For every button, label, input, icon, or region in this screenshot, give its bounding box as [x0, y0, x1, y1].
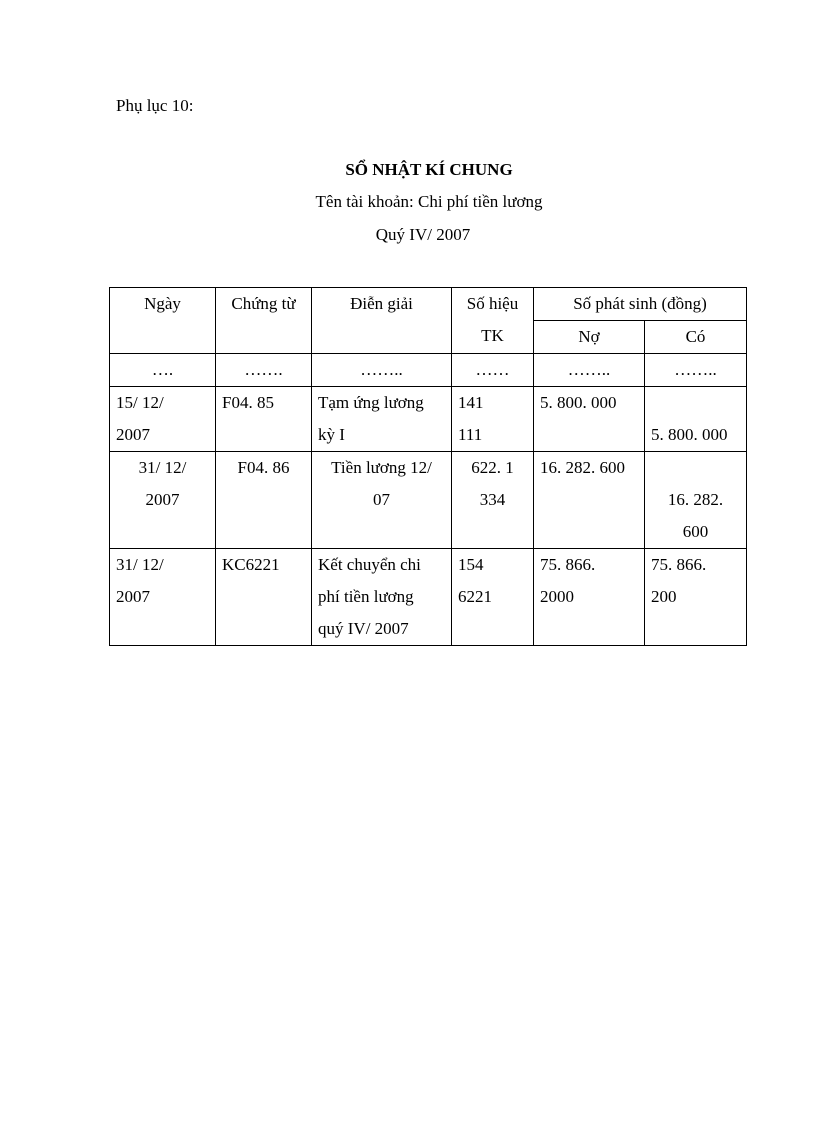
cell-account: 141 111 [452, 387, 534, 452]
cell-account: 622. 1 334 [452, 452, 534, 549]
cell-account: 154 6221 [452, 549, 534, 646]
cell-debit: 16. 282. 600 [534, 452, 645, 549]
cell-credit: 75. 866. 200 [645, 549, 747, 646]
cell-voucher: F04. 85 [216, 387, 312, 452]
placeholder-cell: …….. [534, 354, 645, 387]
cell-description: Tiền lương 12/ 07 [312, 452, 452, 549]
header-description: Điễn giải [312, 288, 452, 354]
placeholder-cell: …….. [312, 354, 452, 387]
cell-date: 31/ 12/ 2007 [110, 452, 216, 549]
account-name-line: Tên tài khoản: Chi phí tiền lương [315, 192, 543, 211]
placeholder-cell: …. [110, 354, 216, 387]
cell-description: Tạm ứng lương kỳ I [312, 387, 452, 452]
journal-table [109, 287, 747, 646]
cell-credit: 16. 282. 600 [645, 452, 747, 549]
cell-date: 31/ 12/ 2007 [110, 549, 216, 646]
header-voucher: Chứng từ [216, 288, 312, 354]
cell-voucher: F04. 86 [216, 452, 312, 549]
cell-voucher: KC6221 [216, 549, 312, 646]
table-row [110, 549, 747, 646]
cell-debit: 5. 800. 000 [534, 387, 645, 452]
header-amount-group: Số phát sinh (đồng) [534, 288, 747, 321]
header-credit: Có [645, 321, 747, 354]
cell-credit: 5. 800. 000 [645, 387, 747, 452]
header-account-no: Số hiệu TK [452, 288, 534, 354]
page-title: SỔ NHẬT KÍ CHUNG [345, 160, 513, 179]
cell-description: Kết chuyển chi phí tiền lương quý IV/ 2007 [312, 549, 452, 646]
table-row [110, 452, 747, 549]
table-header-row [110, 288, 747, 321]
table-row [110, 387, 747, 452]
cell-date: 15/ 12/ 2007 [110, 387, 216, 452]
appendix-label: Phụ lục 10: [116, 96, 194, 115]
placeholder-cell: ……. [216, 354, 312, 387]
header-date: Ngày [110, 288, 216, 354]
placeholder-cell: …… [452, 354, 534, 387]
placeholder-cell: …….. [645, 354, 747, 387]
placeholder-row [110, 354, 747, 387]
period-line: Quý IV/ 2007 [375, 225, 471, 244]
cell-debit: 75. 866. 2000 [534, 549, 645, 646]
header-debit: Nợ [534, 321, 645, 354]
